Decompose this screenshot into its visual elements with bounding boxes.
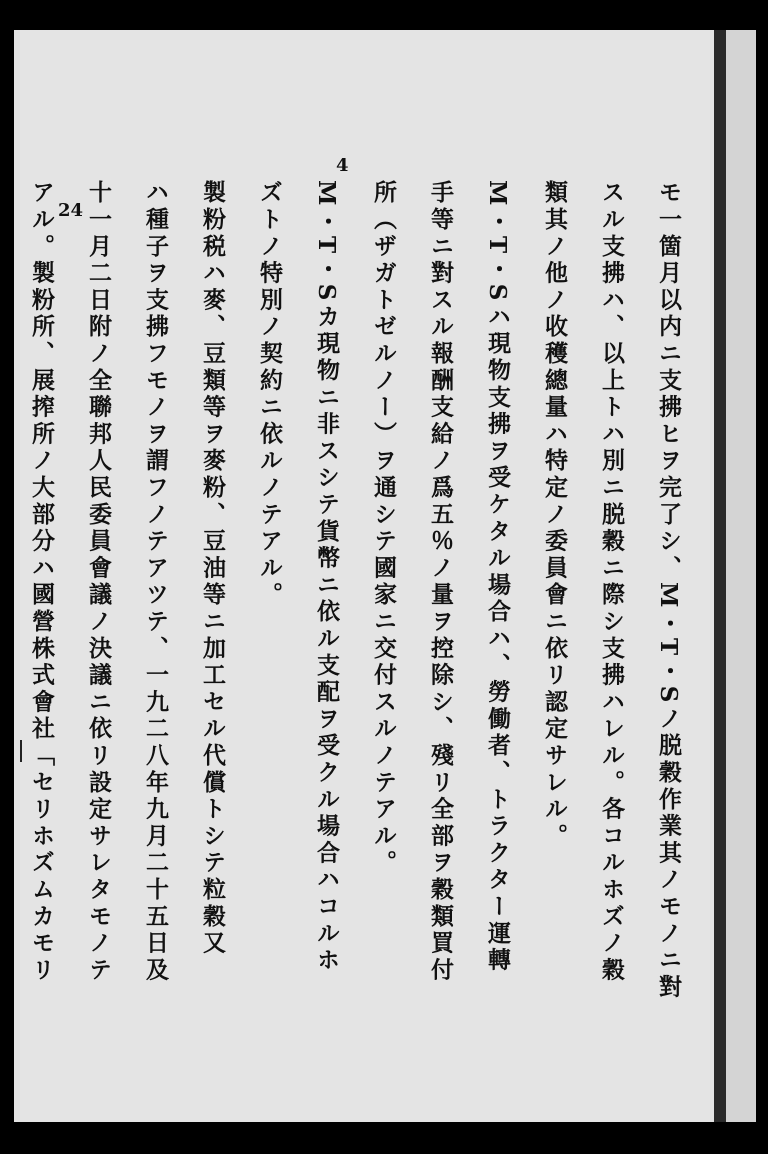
page-gutter: [714, 30, 726, 1122]
section-number: 4: [336, 155, 349, 176]
page-number: 24: [58, 200, 84, 221]
text-column: 十一月二日附ノ全聯邦人民委員會議ノ決議ニ依リ設定サレタモノテ: [85, 180, 112, 984]
text-column: モ一箇月以内ニ支拂ヒヲ完了シ、M・T・Sノ脱穀作業其ノモノニ對: [655, 180, 682, 1001]
text-column: スル支拂ハ、以上トハ別ニ脱穀ニ際シ支拂ハレル。各コルホズノ穀: [598, 180, 625, 984]
text-column: ズトノ特別ノ契約ニ依ルノテアル。: [256, 180, 283, 609]
text-column: ハ種子ヲ支拂フモノヲ謂フノテアツテ、一九二八年九月二十五日及: [142, 180, 169, 984]
text-column: 製粉税ハ麥、豆類等ヲ麥粉、豆油等ニ加工セル代償トシテ粒穀又: [199, 180, 226, 958]
page-edge: [726, 30, 756, 1122]
text-column: 所（ザガトゼルノー）ヲ通シテ國家ニ交付スルノテアル。: [370, 180, 397, 877]
text-column: [0, 180, 2, 995]
vertical-text-block: [0, 180, 686, 1001]
text-column: M・T・Sハ現物支拂ヲ受ケタル場合ハ、勞働者、トラクター運轉: [484, 180, 511, 975]
text-column: アル。製粉所、展搾所ノ大部分ハ國營株式會社「セリホズムカモリ: [28, 180, 55, 984]
text-column: 手等ニ對スル報酬支給ノ爲五％ノ量ヲ控除シ、殘リ全部ヲ穀類買付: [427, 180, 454, 984]
text-column: M・T・Sカ現物ニ非スシテ貨幣ニ依ル支配ヲ受クル場合ハコルホ: [313, 180, 340, 975]
text-column: 類其ノ他ノ收穫總量ハ特定ノ委員會ニ依リ認定サレル。: [541, 180, 568, 850]
